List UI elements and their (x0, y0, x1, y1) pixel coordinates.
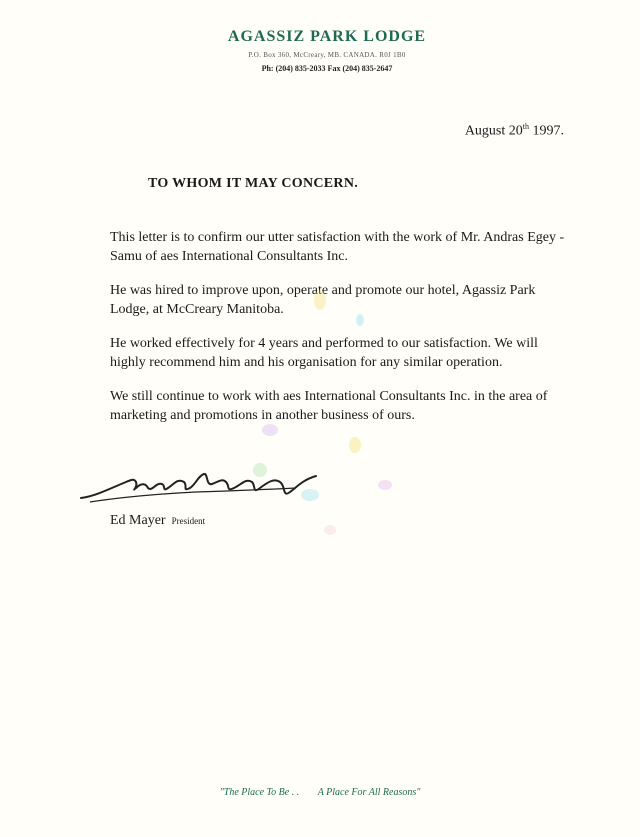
footer-tagline-left: "The Place To Be . . (219, 787, 300, 798)
letterhead (0, 28, 640, 73)
signature-image (76, 458, 336, 518)
date-prefix: August 20 (464, 123, 523, 139)
footer-tagline (0, 787, 640, 798)
footer-separator (307, 787, 310, 798)
paragraph: We still continue to work with aes International Consultants Inc. in the area of marketing and promotions in another business of ours. (110, 389, 548, 423)
paragraph: He was hired to improve upon, operate and promote our hotel, Agassiz Park Lodge, at McCreary Manitoba. (110, 283, 536, 317)
letterhead-address: P.O. Box 360, McCreary, MB. CANADA. R0J 1B0 (248, 51, 406, 59)
letterhead-name: AGASSIZ PARK LODGE (227, 28, 427, 45)
letter-body (110, 228, 570, 440)
paragraph: This letter is to confirm our utter satisfaction with the work of Mr. Andras Egey - Samu of aes International Consultants Inc. (110, 230, 565, 264)
paragraph: He worked effectively for 4 years and performed to our satisfaction. We will highly recommend him and his organisation for any similar operation. (110, 336, 538, 370)
salutation: TO WHOM IT MAY CONCERN. (148, 176, 359, 191)
letterhead-phone: Ph: (204) 835-2033 Fax (204) 835-2647 (261, 64, 393, 73)
date-year: 1997. (529, 123, 564, 139)
signer (110, 513, 205, 529)
signer-title: President (171, 516, 206, 526)
date-suffix: th (522, 122, 529, 131)
footer-tagline-right: A Place For All Reasons" (317, 787, 421, 798)
signer-name: Ed Mayer (110, 513, 166, 528)
letter-date (465, 122, 564, 140)
